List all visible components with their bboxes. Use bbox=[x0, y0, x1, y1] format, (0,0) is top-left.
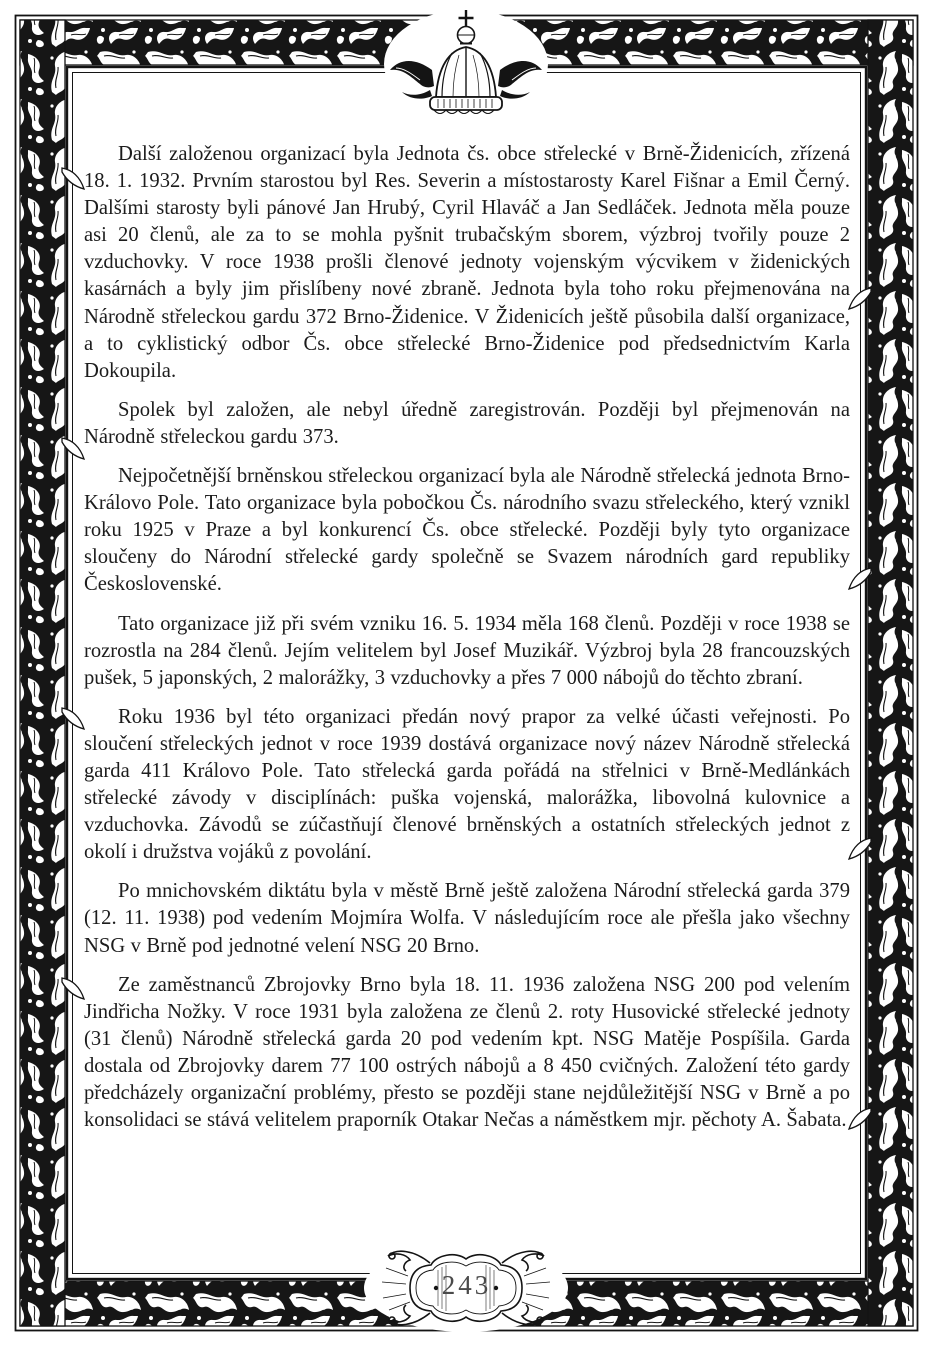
page-text bbox=[84, 141, 850, 1134]
paragraph: Tato organizace již při svém vzniku 16. 5. 1934 měla 168 členů. Později v roce 1938 se rozrostla na 284 členů. Jejím velitelem byl Josef Muzikář. Výzbroj byla 28 francouzských pušek, 5 japonských, 2 malorážky, 3 vzduchovky a přes 7 000 nábojů do těchto zbraní. bbox=[84, 612, 850, 689]
paragraph: Spolek byl založen, ale nebyl úředně zaregistrován. Později byl přejmenován na Národně střeleckou gardu 373. bbox=[84, 398, 850, 448]
paragraph: Další založenou organizací byla Jednota čs. obce střelecké v Brně-Židenicích, zřízená 18. 1. 1932. Prvním starostou byl Res. Severin a místostarosty Karel Fišnar a Emil Černý. Dalšími starosty byli pánové Jan Hrubý, Cyril Hlaváč a Jan Sedláček. Jednota měla pouze asi 20 členů, ale za to se mohla pyšnit trubačským sborem, výzbroj tvořily pouze 2 vzduchovky. V roce 1938 prošli členové jednoty vojenským výcvikem v židenických kasárnách a byly jim přislíbeny nové zbraně. Jednota byla toho roku přejmenována na Národně střeleckou gardu 372 Brno-Židenice. V Židenicích ještě působila další organizace, a to cyklistický odbor Čs. obce střelecké Brno-Židenice pod předsednictvím Karla Dokoupila. bbox=[84, 143, 850, 382]
paragraph: Ze zaměstnanců Zbrojovky Brno byla 18. 11. 1936 založena NSG 200 pod velením Jindřicha Nožky. V roce 1931 byla založena ze členů 2. roty Husovické střelecké jednoty (31 členů) Národně střelecká garda 20 pod vedením kpt. NSG Matěje Pospíšila. Garda dostala od Zbrojovky darem 77 100 ostrých nábojů a 8 450 cvičných. Založení této gardy předcházely organizační problémy, přesto se později stane nejdůležitější NSG v Brně a po konsolidaci se stává velitelem praporník Otakar Nečas a náměstkem mjr. pěchoty A. Šabata. bbox=[84, 973, 850, 1132]
paragraph: Roku 1936 byl této organizaci předán nový prapor za velké účasti veřejnosti. Po sloučení střeleckých jednot v roce 1939 dostává organizace nový název Národně střelecká garda 411 Královo Pole. Tato střelecká garda pořádá na střelnici v Brně-Medlánkách střelecké závody v disciplínách: puška vojenská, malorážka, libovolná kulovnice a vzduchovka. Závodů se zúčastňují členové brněnských a ostatních střeleckých jednot z okolí i družstva vojáků z povolání. bbox=[84, 705, 850, 864]
crown-icon bbox=[384, 10, 548, 118]
paragraph: Nejpočetnější brněnskou střeleckou organizací byla ale Národně střelecká jednota Brno-Královo Pole. Tato organizace byla pobočkou Čs. národního svazu střeleckého, který vznikl roku 1925 v Praze a byl konkurencí Čs. obce střelecké. Později byly tyto organizace sloučeny do Národní střelecké gardy společně se Svazem národních gard republiky Československé. bbox=[84, 465, 850, 596]
paragraph: Po mnichovském diktátu byla v městě Brně ještě založena Národní střelecká garda 379 (12. 11. 1938) pod vedením Mojmíra Wolfa. V následujícím roce ale přešla jako všechny NSG v Brně pod jednotné velení NSG 20 Brno. bbox=[84, 880, 850, 957]
page-number: 243 bbox=[441, 1270, 492, 1300]
